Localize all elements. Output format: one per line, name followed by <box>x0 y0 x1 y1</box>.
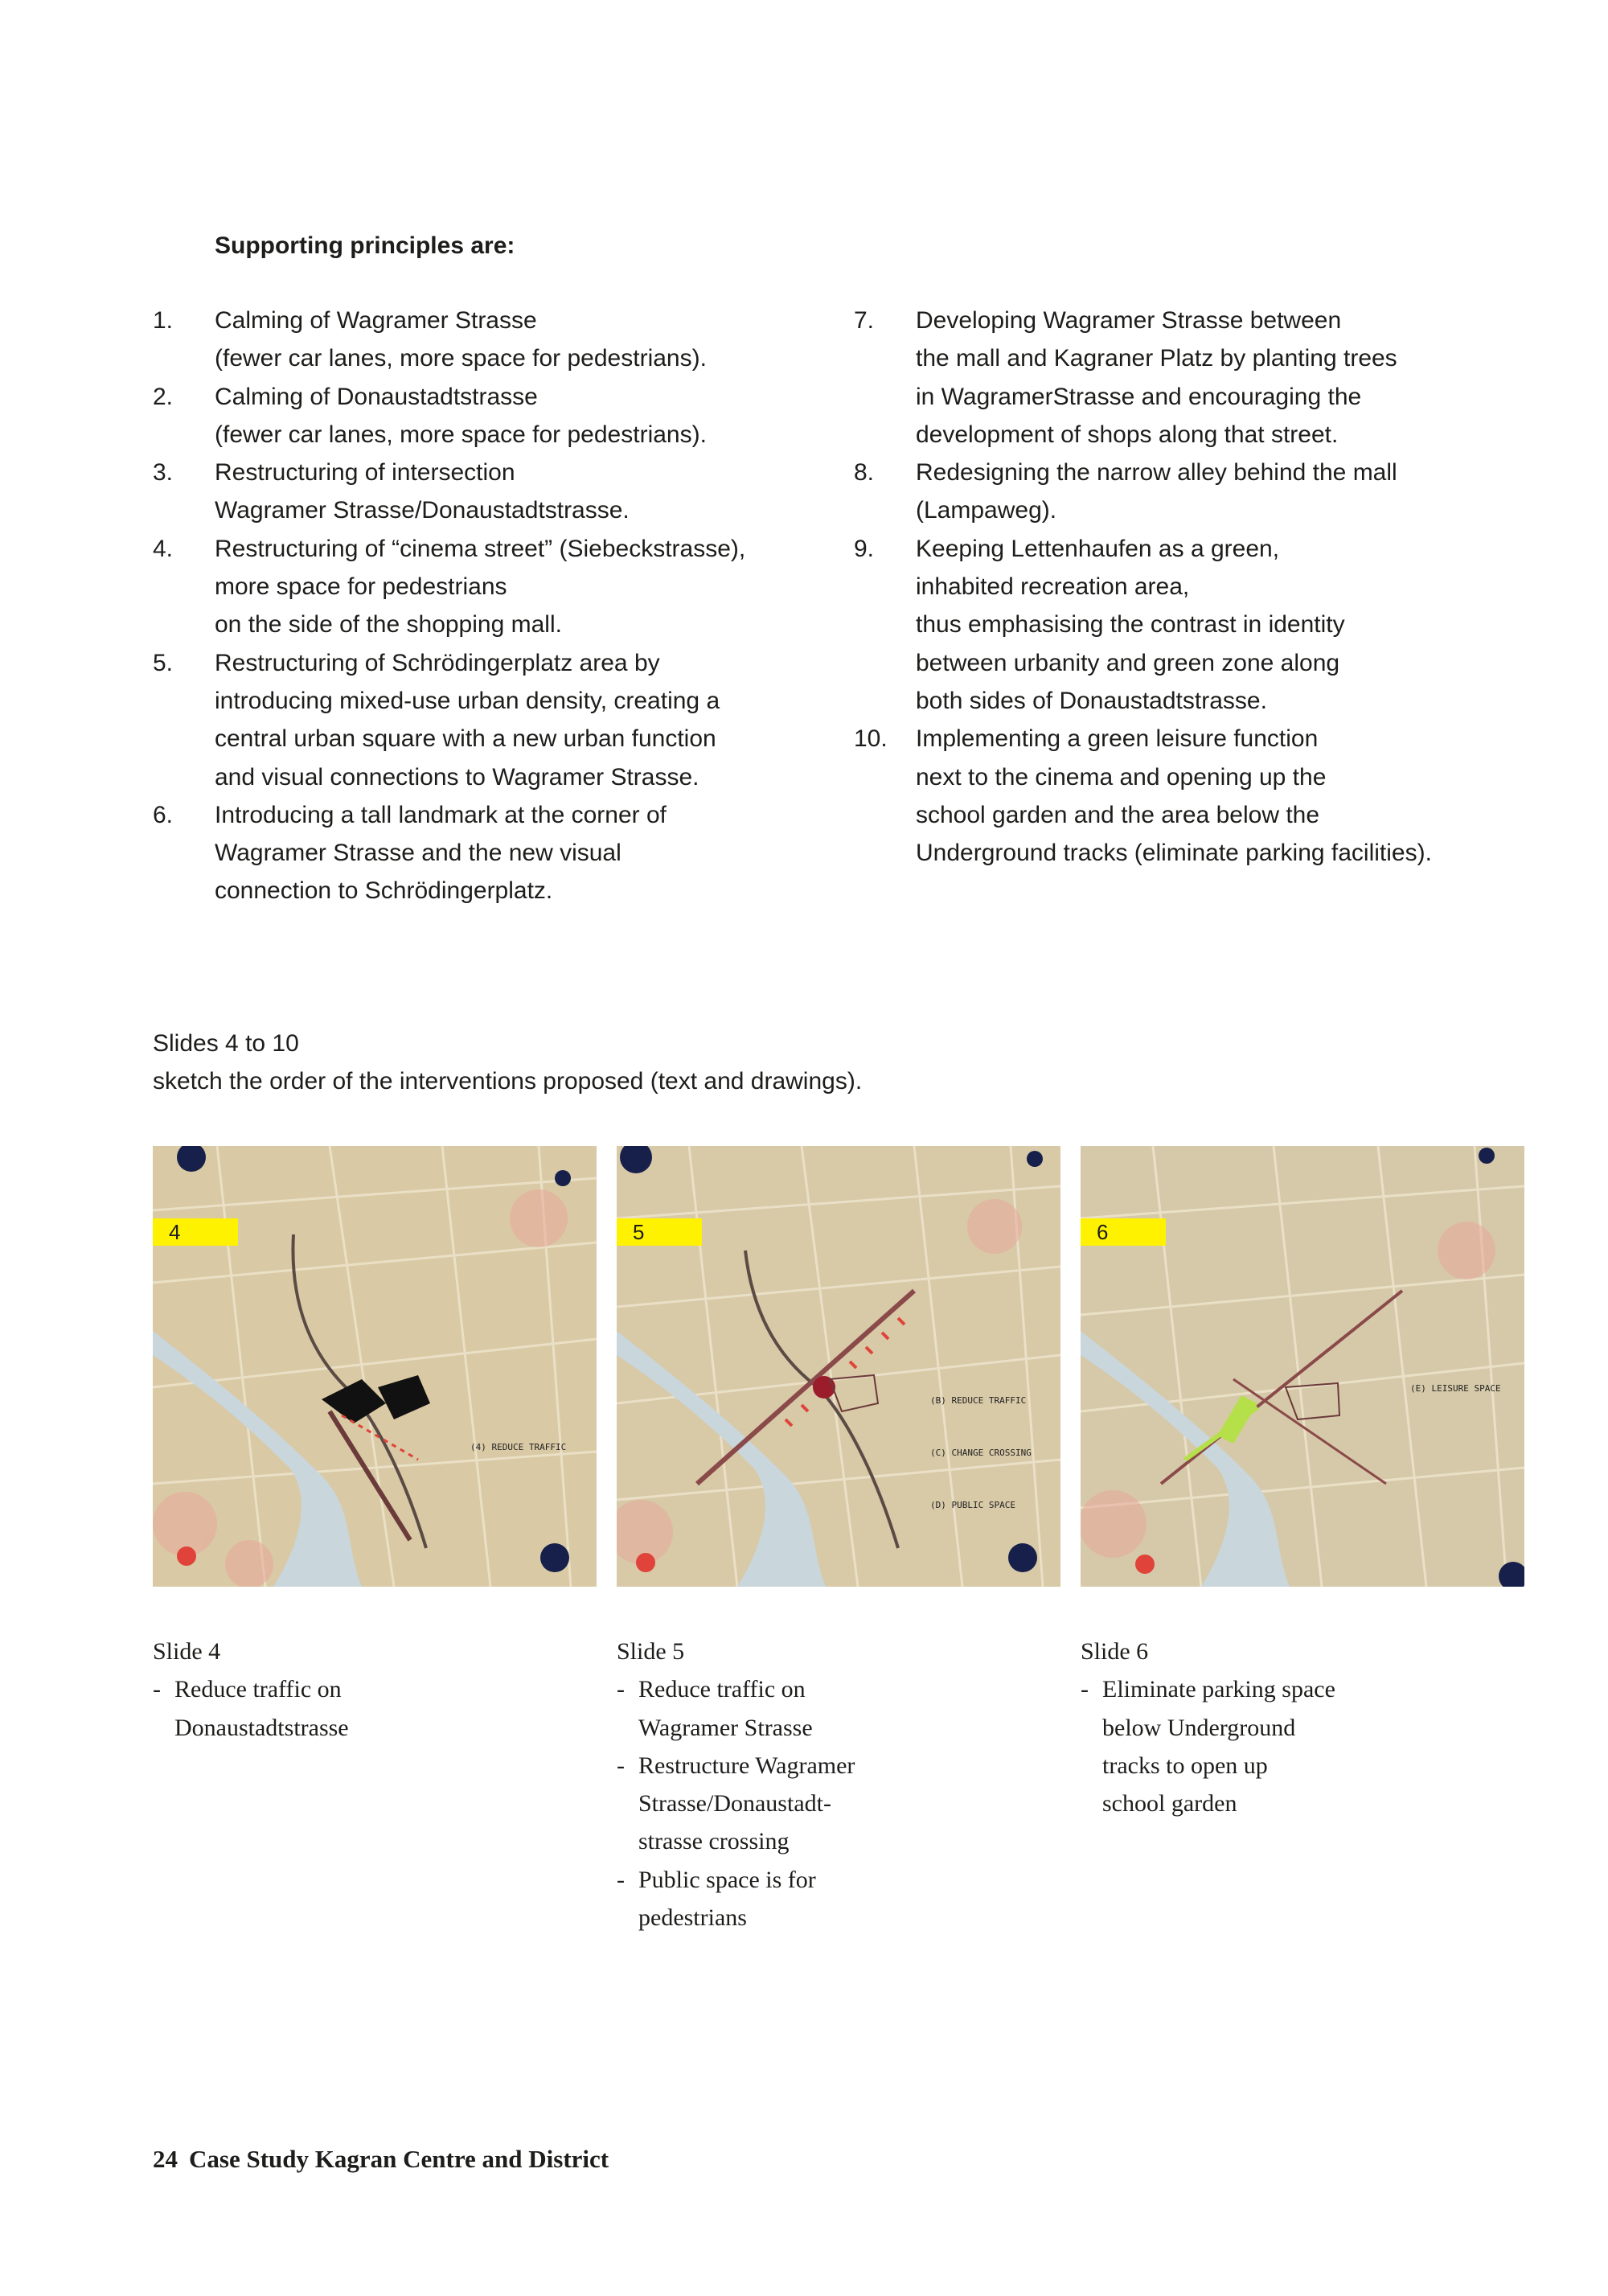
principle-number: 4. <box>153 535 174 562</box>
caption-line: Wagramer Strasse <box>638 1714 813 1741</box>
principle-item <box>854 720 1561 872</box>
principle-line: Calming of Donaustadtstrasse <box>215 383 538 410</box>
principle-line: next to the cinema and opening up the <box>916 763 1327 791</box>
principle-line: Restructuring of Schrödingerplatz area by <box>215 649 660 676</box>
caption-line: tracks to open up <box>1102 1752 1268 1779</box>
section-heading: Supporting principles are: <box>215 232 515 259</box>
principle-line: (Lampaweg). <box>916 497 1057 524</box>
principle-item <box>153 454 828 530</box>
caption-line: school garden <box>1102 1790 1237 1817</box>
slide-number-badge: 5 <box>617 1218 702 1246</box>
caption-line: strasse crossing <box>638 1828 790 1855</box>
principle-item <box>153 530 828 644</box>
principle-number: 8. <box>854 459 875 487</box>
principle-item <box>153 644 828 796</box>
caption-title: Slide 5 <box>617 1638 685 1665</box>
principle-line: Underground tracks (eliminate parking facilities). <box>916 840 1432 867</box>
slide-6-caption <box>1081 1633 1335 1822</box>
principle-line: (fewer car lanes, more space for pedestrians). <box>215 345 707 372</box>
caption-line: Public space is for <box>638 1866 816 1893</box>
page-number: 24 <box>153 2145 178 2173</box>
principle-line: Restructuring of intersection <box>215 459 515 487</box>
principle-item <box>153 796 828 910</box>
principle-line: Implementing a green leisure function <box>916 725 1319 753</box>
principle-line: Calming of Wagramer Strasse <box>215 307 537 334</box>
principle-line: Keeping Lettenhaufen as a green, <box>916 535 1280 562</box>
principle-line: on the side of the shopping mall. <box>215 611 562 639</box>
caption-line: Eliminate parking space <box>1102 1676 1335 1703</box>
principle-line: central urban square with a new urban function <box>215 725 716 753</box>
caption-line: Donaustadtstrasse <box>174 1714 349 1741</box>
principle-line: more space for pedestrians <box>215 573 507 601</box>
slides-intro <box>153 1025 862 1100</box>
slide-number-badge: 4 <box>153 1218 238 1246</box>
svg-text:(B) REDUCE TRAFFIC: (B) REDUCE TRAFFIC <box>930 1395 1027 1406</box>
caption-item: - Reduce traffic on Wagramer Strasse <box>617 1670 855 1747</box>
principle-line: Wagramer Strasse/Donaustadtstrasse. <box>215 497 630 524</box>
caption-line: below Underground <box>1102 1714 1296 1741</box>
principle-line: in WagramerStrasse and encouraging the <box>916 383 1362 410</box>
principle-line: connection to Schrödingerplatz. <box>215 877 553 905</box>
principle-line: (fewer car lanes, more space for pedestrians). <box>215 421 707 448</box>
principle-number: 1. <box>153 307 174 334</box>
svg-text:(D) PUBLIC SPACE: (D) PUBLIC SPACE <box>930 1500 1015 1510</box>
principle-line: introducing mixed-use urban density, creating a <box>215 687 720 714</box>
svg-text:(4) REDUCE TRAFFIC: (4) REDUCE TRAFFIC <box>470 1442 567 1452</box>
principle-line: between urbanity and green zone along <box>916 649 1340 676</box>
principle-line: development of shops along that street. <box>916 421 1339 448</box>
principle-number: 2. <box>153 383 174 410</box>
principle-number: 9. <box>854 535 875 562</box>
slide-5-caption <box>617 1633 855 1937</box>
principle-line: thus emphasising the contrast in identity <box>916 611 1345 639</box>
sketch-map-5 <box>617 1146 1060 1587</box>
svg-text:(C) CHANGE CROSSING: (C) CHANGE CROSSING <box>930 1448 1032 1458</box>
principle-item <box>153 378 828 454</box>
intro-line: sketch the order of the interventions proposed (text and drawings). <box>153 1068 863 1095</box>
caption-line: Reduce traffic on <box>638 1676 806 1703</box>
principle-line: inhabited recreation area, <box>916 573 1190 601</box>
caption-item: - Restructure Wagramer Strasse/Donaustadt- strasse crossing <box>617 1747 855 1861</box>
principle-line: Wagramer Strasse and the new visual <box>215 840 621 867</box>
caption-item: - Reduce traffic on Donaustadtstrasse <box>153 1670 349 1747</box>
principle-item <box>854 302 1561 454</box>
principle-number: 7. <box>854 307 875 334</box>
slide-4-image <box>153 1146 597 1587</box>
slide-number-badge: 6 <box>1081 1218 1166 1246</box>
slide-5-image <box>617 1146 1060 1587</box>
principle-line: Restructuring of “cinema street” (Siebeckstrasse), <box>215 535 746 562</box>
publication-title: Case Study Kagran Centre and District <box>189 2145 609 2173</box>
principle-line: both sides of Donaustadtstrasse. <box>916 687 1267 714</box>
page-footer <box>153 2145 609 2174</box>
principle-item <box>854 454 1561 530</box>
principle-number: 6. <box>153 801 174 828</box>
caption-line: Restructure Wagramer <box>638 1752 855 1779</box>
sketch-map-4 <box>153 1146 597 1587</box>
principle-number: 5. <box>153 649 174 676</box>
sketch-map-6 <box>1081 1146 1524 1587</box>
principle-number: 3. <box>153 459 174 487</box>
caption-line: pedestrians <box>638 1904 747 1932</box>
principle-line: Introducing a tall landmark at the corner of <box>215 801 667 828</box>
principle-number: 10. <box>854 725 888 753</box>
caption-title: Slide 6 <box>1081 1638 1149 1665</box>
principle-line: and visual connections to Wagramer Strasse. <box>215 763 699 791</box>
principle-item <box>854 530 1561 720</box>
intro-line: Slides 4 to 10 <box>153 1030 299 1057</box>
svg-text:(E) LEISURE SPACE: (E) LEISURE SPACE <box>1410 1383 1501 1394</box>
principles-list-right <box>854 302 1561 872</box>
principle-line: the mall and Kagraner Platz by planting trees <box>916 345 1397 372</box>
caption-line: Strasse/Donaustadt- <box>638 1790 831 1817</box>
slide-4-caption <box>153 1633 349 1747</box>
slide-6-image <box>1081 1146 1524 1587</box>
principles-list-left <box>153 302 828 910</box>
caption-title: Slide 4 <box>153 1638 221 1665</box>
principle-line: Developing Wagramer Strasse between <box>916 307 1342 334</box>
principle-line: Redesigning the narrow alley behind the mall <box>916 459 1397 487</box>
principle-line: school garden and the area below the <box>916 801 1320 828</box>
caption-item: - Eliminate parking space below Underground tracks to open up school garden <box>1081 1670 1335 1822</box>
caption-line: Reduce traffic on <box>174 1676 342 1703</box>
principle-item <box>153 302 828 378</box>
caption-item: - Public space is for pedestrians <box>617 1861 855 1937</box>
